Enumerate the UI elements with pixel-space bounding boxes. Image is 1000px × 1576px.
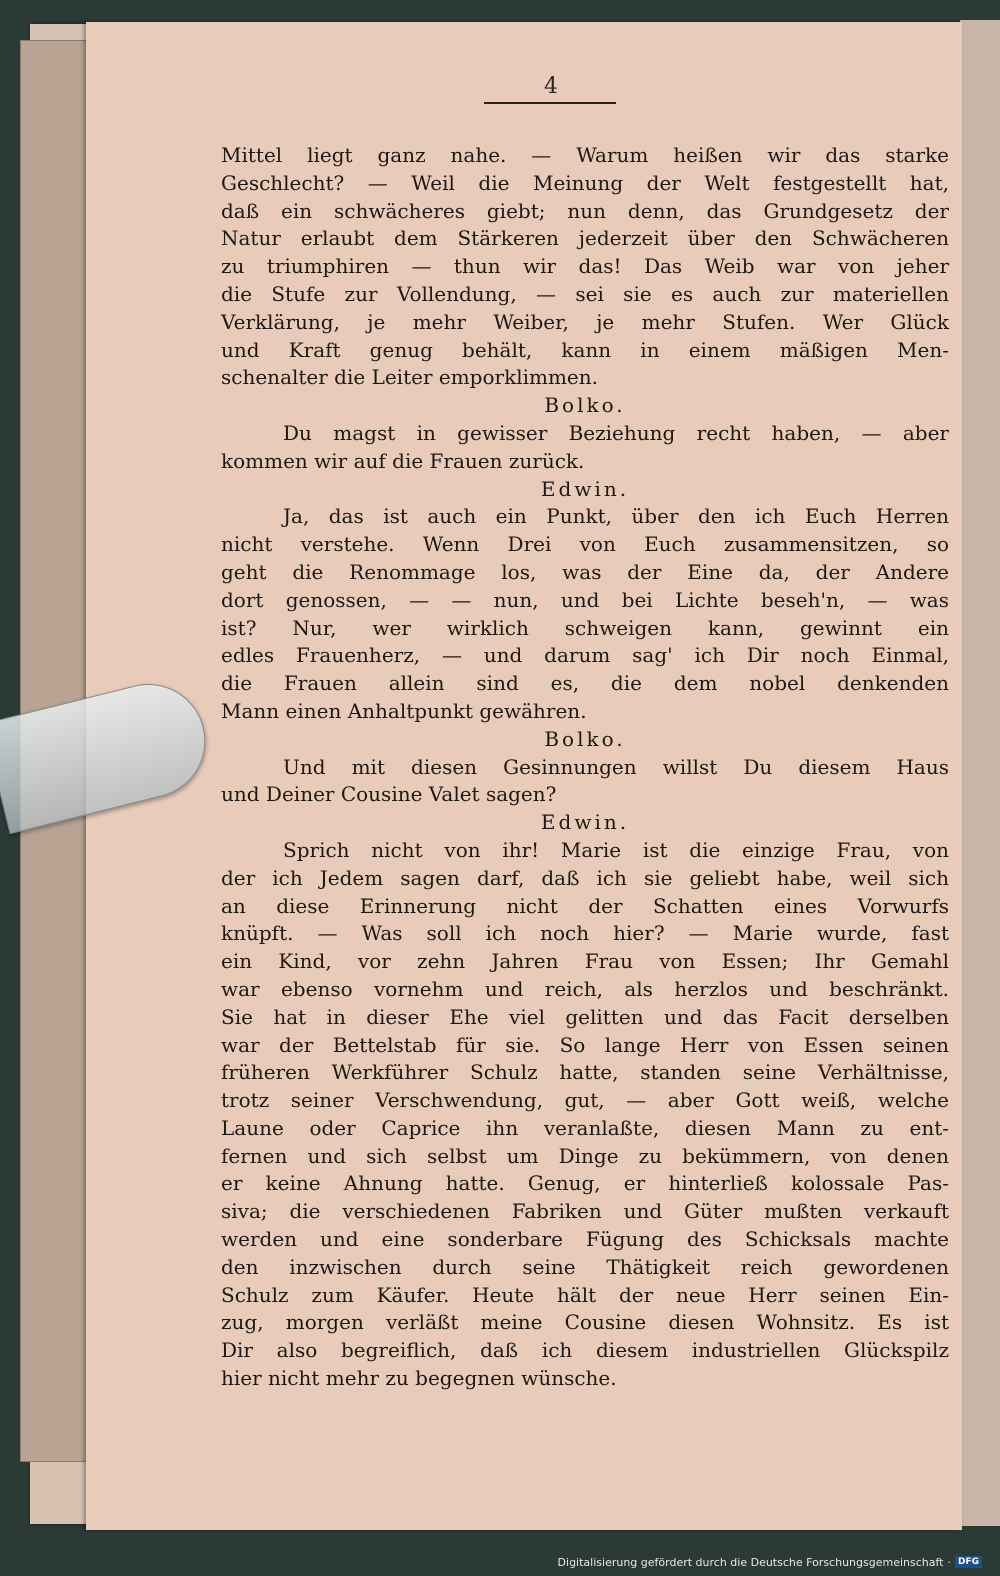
text-line: war der Bettelstab für sie. So lange Herr von Essen seinen	[221, 1032, 949, 1057]
speaker-name: Bolko.	[544, 726, 626, 751]
text-line: ist? Nur, wer wirklich schweigen kann, gewinnt ein	[221, 615, 949, 640]
dfg-logo: DFG	[955, 1556, 982, 1568]
text-line: ein Kind, vor zehn Jahren Frau von Essen; Ihr Gemahl	[221, 949, 949, 974]
dialogue-paragraph	[221, 142, 949, 392]
text-line: und Kraft genug behält, kann in einem mäßigen Men-	[221, 337, 949, 362]
text-line: der ich Jedem sagen darf, daß ich sie geliebt habe, weil sich	[221, 865, 949, 890]
header-rule	[484, 102, 616, 104]
text-line: und Deiner Cousine Valet sagen?	[221, 782, 557, 807]
text-line: die Stufe zur Vollendung, — sei sie es auch zur materiellen	[221, 281, 949, 306]
dialogue-paragraph	[221, 420, 949, 476]
page-number: 4	[544, 74, 558, 99]
text-line: Verklärung, je mehr Weiber, je mehr Stufen. Wer Glück	[221, 309, 949, 334]
dialogue-paragraph	[221, 503, 949, 725]
text-line: Sprich nicht von ihr! Marie ist die einzige Frau, von	[283, 837, 949, 862]
speaker-name: Edwin.	[540, 810, 630, 835]
speaker-name: Bolko.	[544, 393, 626, 418]
text-line: war ebenso vornehm und reich, als herzlos und beschränkt.	[221, 976, 949, 1001]
digitization-credit: Digitalisierung gefördert durch die Deutsche Forschungsgemeinschaft · DFG	[558, 1554, 982, 1570]
text-line: früheren Werkführer Schulz hatte, standen seine Verhältnisse,	[221, 1060, 949, 1085]
text-line: Sie hat in dieser Ehe viel gelitten und das Facit derselben	[221, 1004, 949, 1029]
text-line: siva; die verschiedenen Fabriken und Güter mußten verkauft	[221, 1199, 949, 1224]
speaker-name: Edwin.	[540, 476, 630, 501]
text-line: knüpft. — Was soll ich noch hier? — Marie wurde, fast	[221, 921, 949, 946]
text-line: edles Frauenherz, — und darum sag' ich Dir noch Einmal,	[221, 643, 949, 668]
text-line: schenalter die Leiter emporklimmen.	[221, 365, 598, 390]
text-line: Du magst in gewisser Beziehung recht haben, — aber	[283, 420, 949, 445]
text-line: Schulz zum Käufer. Heute hält der neue Herr seinen Ein-	[221, 1282, 949, 1307]
text-line: Laune oder Caprice ihn veranlaßte, diesen Mann zu ent-	[221, 1115, 949, 1140]
text-line: Ja, das ist auch ein Punkt, über den ich Euch Herren	[283, 504, 949, 529]
text-line: Und mit diesen Gesinnungen willst Du diesem Haus	[283, 754, 949, 779]
text-line: fernen und sich selbst um Dinge zu bekümmern, von denen	[221, 1143, 949, 1168]
dialogue-paragraph	[221, 754, 949, 810]
text-line: geht die Renommage los, was der Eine da, der Andere	[221, 559, 949, 584]
text-line: daß ein schwächeres giebt; nun denn, das Grundgesetz der	[221, 198, 949, 223]
text-line: nicht verstehe. Wenn Drei von Euch zusammensitzen, so	[221, 532, 949, 557]
text-line: zu triumphiren — thun wir das! Das Weib war von jeher	[221, 254, 949, 279]
text-line: den inzwischen durch seine Thätigkeit reich gewordenen	[221, 1254, 949, 1279]
text-line: die Frauen allein sind es, die dem nobel denkenden	[221, 671, 949, 696]
text-line: hier nicht mehr zu begegnen wünsche.	[221, 1366, 617, 1391]
text-line: er keine Ahnung hatte. Genug, er hinterließ kolossale Pas-	[221, 1171, 949, 1196]
text-line: Dir also begreiflich, daß ich diesem industriellen Glückspilz	[221, 1338, 949, 1363]
book-page	[86, 22, 962, 1530]
text-line: zug, morgen verläßt meine Cousine diesen Wohnsitz. Es ist	[221, 1310, 949, 1335]
page-body-text	[221, 142, 949, 1393]
credit-text: Digitalisierung gefördert durch die Deutsche Forschungsgemeinschaft	[557, 1555, 944, 1569]
text-line: Geschlecht? — Weil die Meinung der Welt festgestellt hat,	[221, 170, 949, 195]
text-line: werden und eine sonderbare Fügung des Schicksals machte	[221, 1227, 949, 1252]
text-line: Natur erlaubt dem Stärkeren jederzeit über den Schwächeren	[221, 226, 949, 251]
text-line: kommen wir auf die Frauen zurück.	[221, 448, 585, 473]
text-line: trotz seiner Verschwendung, gut, — aber Gott weiß, welche	[221, 1088, 949, 1113]
dialogue-paragraph	[221, 837, 949, 1393]
text-line: Mittel liegt ganz nahe. — Warum heißen wir das starke	[221, 143, 949, 167]
text-line: Mann einen Anhaltpunkt gewähren.	[221, 698, 587, 723]
text-line: an diese Erinnerung nicht der Schatten eines Vorwurfs	[221, 893, 949, 918]
text-line: dort genossen, — — nun, und bei Lichte beseh'n, — was	[221, 587, 949, 612]
page-edge-right	[960, 20, 1000, 1526]
